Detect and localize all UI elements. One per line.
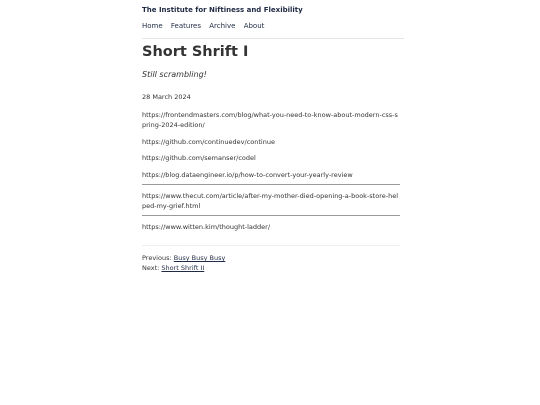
content-divider (142, 215, 400, 216)
nav-link-home[interactable]: Home (142, 22, 163, 30)
post-date: 28 March 2024 (142, 93, 191, 101)
post-content (142, 110, 400, 239)
next-label: Next: (142, 264, 162, 272)
main-nav (142, 22, 270, 30)
next-post-nav (142, 264, 204, 272)
nav-link-archive[interactable]: Archive (209, 22, 236, 30)
header-divider (142, 38, 404, 39)
post-link-text: https://www.witten.kim/thought-ladder/ (142, 223, 271, 232)
post-title: Short Shrift I (142, 44, 249, 60)
previous-label: Previous: (142, 254, 174, 262)
site-title-link[interactable]: The Institute for Niftiness and Flexibility (142, 6, 303, 14)
nav-link-features[interactable]: Features (170, 22, 202, 30)
footer-divider (142, 245, 400, 246)
post-link-text: https://github.com/semanser/codel (142, 154, 256, 163)
next-post-link[interactable]: Short Shrift II (161, 264, 205, 272)
content-divider (142, 184, 400, 185)
post-subtitle: Still scrambling! (142, 70, 207, 79)
nav-link-about[interactable]: About (243, 22, 265, 30)
post-link-text: https://frontendmasters.com/blog/what-you-need-to-know-about-modern-css-spring-2024-edition/ (142, 111, 398, 129)
post-link-text: https://www.thecut.com/article/after-my-mother-died-opening-a-book-store-helped-my-grief.html (142, 192, 399, 211)
post-link-text: https://github.com/continuedev/continue (142, 137, 275, 146)
previous-post-link[interactable]: Busy Busy Busy (173, 254, 226, 262)
post-link-text: https://blog.dataengineer.io/p/how-to-convert-your-yearly-review (142, 171, 353, 180)
previous-post-nav (142, 254, 225, 262)
